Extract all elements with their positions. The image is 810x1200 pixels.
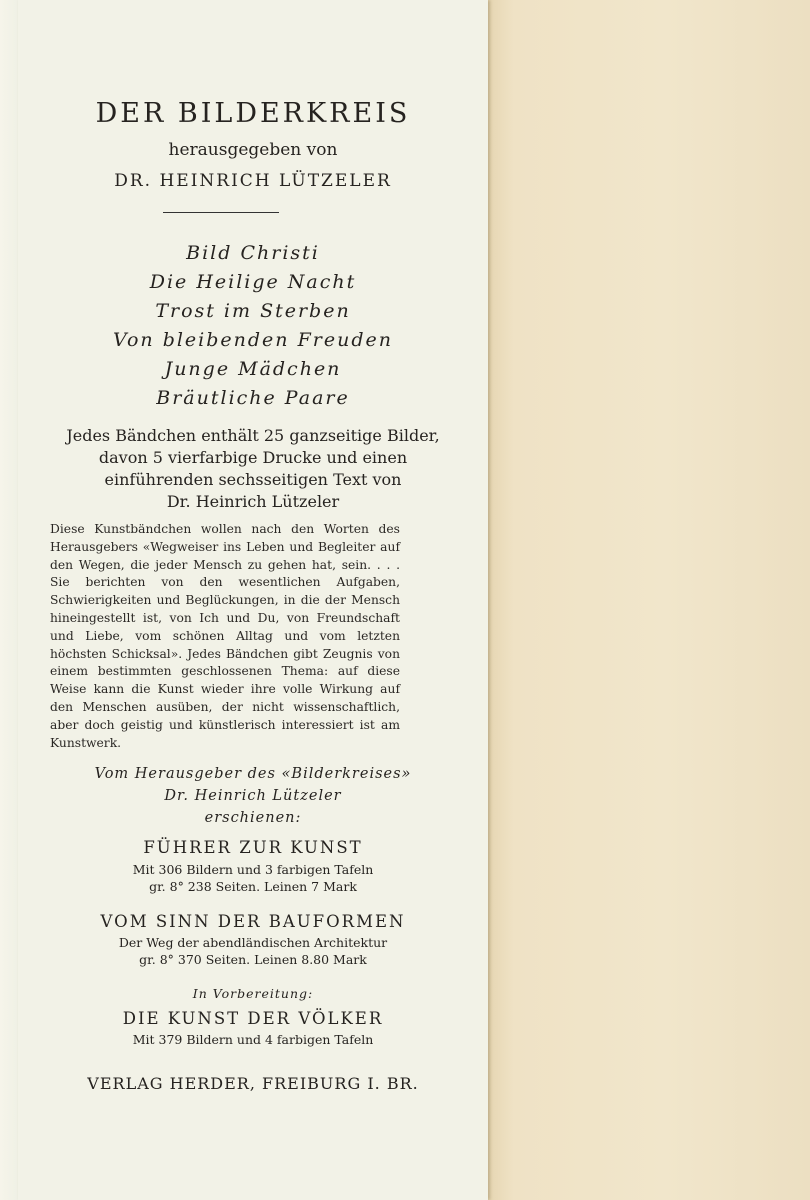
volume-title: Trost im Sterben [155, 300, 351, 322]
book-detail: Der Weg der abendländischen Architektur [118, 935, 388, 950]
volume-title: Bräutliche Paare [156, 387, 350, 409]
description-paragraph: Diese Kunstbändchen wollen nach den Worten des Herausgebers «Wegweiser ins Leben und Begleiter auf den Wegen, die jeder Mensch zu gehen hat, sein. . . . Sie berichten von den wesentlichen Aufgaben, Schwierigkeiten und Beglückungen, in die der Mensch hineingestellt ist, von Ich und Du, von Freundschaft und Liebe, vom schönen Alltag und vom letzten höchsten Schicksal». Jedes Bändchen gibt Zeugnis von einem bestimmten geschlossenen Thema: auf diese Weise kann die Kunst wieder ihre volle Wirkung auf den Menschen ausüben, der nicht wissenschaftlich, aber doch geistig und künstlerisch interessiert ist am Kunstwerk. [50, 522, 400, 750]
contents-line: Jedes Bändchen enthält 25 ganzseitige Bilder, [66, 426, 440, 445]
contents-line: einführenden sechsseitigen Text von [104, 470, 402, 489]
also-by-author: Dr. Heinrich Lützeler [164, 788, 342, 804]
book-detail: gr. 8° 370 Seiten. Leinen 8.80 Mark [139, 952, 367, 967]
volume-title: Junge Mädchen [164, 358, 342, 380]
also-by-line: Vom Herausgeber des «Bilderkreises» [94, 766, 412, 782]
book-title: FÜHRER ZUR KUNST [143, 838, 363, 857]
series-editor: DR. HEINRICH LÜTZELER [114, 171, 392, 191]
book-title: DIE KUNST DER VÖLKER [122, 1009, 384, 1028]
divider-rule [163, 212, 279, 213]
publisher-imprint: VERLAG HERDER, FREIBURG I. BR. [87, 1074, 419, 1093]
volume-title: Die Heilige Nacht [149, 271, 357, 293]
book-detail: gr. 8° 238 Seiten. Leinen 7 Mark [149, 879, 357, 894]
also-by-published: erschienen: [204, 810, 302, 826]
contents-line: Dr. Heinrich Lützeler [166, 492, 340, 511]
book-title: VOM SINN DER BAUFORMEN [100, 912, 406, 931]
contents-line: davon 5 vierfarbige Drucke und einen [98, 448, 408, 467]
preparation-label: In Vorbereitung: [192, 986, 314, 1001]
series-subtitle: herausgegeben von [168, 140, 338, 160]
book-detail: Mit 379 Bildern und 4 farbigen Tafeln [132, 1032, 374, 1047]
volume-title: Von bleibenden Freuden [113, 329, 393, 351]
facing-page [488, 0, 810, 1200]
series-title: DER BILDERKREIS [95, 98, 411, 129]
advertisement-page [18, 0, 488, 1200]
book-detail: Mit 306 Bildern und 3 farbigen Tafeln [132, 862, 374, 877]
volume-title: Bild Christi [186, 242, 320, 264]
